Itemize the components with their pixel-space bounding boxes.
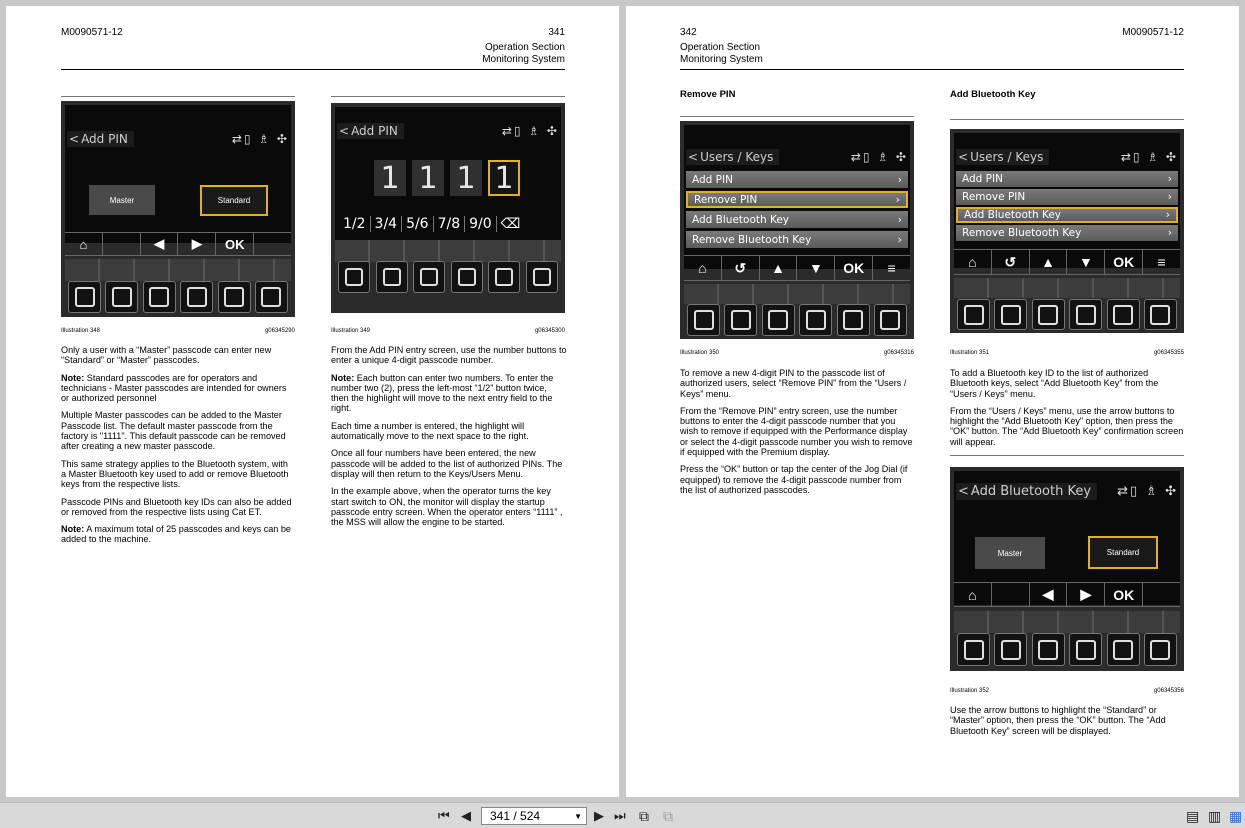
- status-icons: ⇄▯ ♗ ✣: [501, 124, 559, 138]
- figure-rule: [950, 455, 1184, 456]
- hardkey-row: [684, 304, 910, 336]
- screen-titlebar: [686, 149, 908, 165]
- softkey-row: [954, 582, 1180, 607]
- hardkey-row: [954, 299, 1180, 330]
- status-icons: ⇄▯ ♗ ✣: [1117, 484, 1178, 499]
- master-option: Master: [89, 185, 155, 215]
- ok-label: OK: [1105, 583, 1143, 606]
- subsection-title: Monitoring System: [482, 54, 565, 65]
- figure-caption: Illustration 352 g06345356: [950, 688, 1184, 694]
- digit-4: 1: [488, 160, 520, 196]
- menu-icon: ≡: [887, 260, 896, 276]
- text-column-3: To remove a new 4-digit PIN to the passcode list of authorized users, select “Remove PIN” from the “Users / Keys” menu. From the “Remove PIN” entry screen, use the number buttons to enter the 4-digit passcode number that you wish to remove if equipped with the Performance display or select the 4-digit passcode number you wish to remove if equipped with the Premium display. Press the “OK” button or tap the center of the Jog Dial (if equipped) to remove the 4-digit passcode number from the list of authorized passcodes.: [680, 368, 913, 495]
- prev-page-icon[interactable]: ◀: [461, 808, 471, 823]
- home-icon: ⌂: [954, 583, 992, 606]
- chevron-right-icon: ›: [897, 173, 902, 186]
- right-arrow-icon: ▶: [178, 233, 216, 255]
- chevron-right-icon: ›: [897, 233, 902, 246]
- figure-rule: [61, 96, 295, 97]
- back-chevron-icon: <: [339, 124, 350, 138]
- back-chevron-icon: <: [688, 150, 699, 164]
- ok-label: OK: [216, 233, 254, 255]
- back-chevron-icon: <: [69, 132, 80, 146]
- illustration-352: [950, 467, 1184, 671]
- softkey-row: [65, 232, 291, 256]
- doc-code: M0090571-12: [61, 27, 123, 38]
- number-pairs: 1/2 3/4 5/6 7/8 9/0 ⌫: [339, 216, 524, 232]
- figure-caption: Illustration 348 g06345290: [61, 328, 295, 334]
- screen-titlebar: [956, 149, 1178, 165]
- continuous-view-icon[interactable]: ▥: [1208, 808, 1222, 824]
- status-icons: ⇄▯ ♗ ✣: [231, 132, 289, 146]
- next-page-icon[interactable]: ▶: [594, 808, 604, 823]
- users-keys-menu: [956, 171, 1178, 243]
- figure-rule: [331, 96, 565, 97]
- menu-item-remove-pin: Remove PIN ›: [686, 191, 908, 208]
- down-arrow-icon: ▼: [797, 256, 835, 280]
- header-rule: [680, 69, 1184, 70]
- hardkey-row: [335, 261, 561, 293]
- screen-titlebar: [956, 483, 1178, 500]
- screen-title: Add Bluetooth Key: [970, 484, 1092, 499]
- standard-option: Standard: [1088, 536, 1158, 569]
- figure-rule: [680, 116, 914, 117]
- back-icon: ↺: [722, 256, 760, 280]
- screen-titlebar: [67, 131, 289, 147]
- header-rule: [61, 69, 565, 70]
- back-chevron-icon: <: [958, 150, 969, 164]
- hardkey-row: [954, 633, 1180, 666]
- menu-item-add-pin: Add PIN ›: [956, 171, 1178, 187]
- section-title: Operation Section: [680, 42, 761, 53]
- home-icon: ⌂: [65, 233, 103, 255]
- chevron-right-icon: ›: [895, 193, 900, 206]
- back-icon: ↺: [992, 250, 1030, 274]
- first-page-icon[interactable]: ⏮: [438, 808, 450, 823]
- text-column-5: Use the arrow buttons to highlight the “Standard” or “Master” option, then press the “OK” button. The “Add Bluetooth Key” screen will be displayed.: [950, 705, 1166, 736]
- heading-add-bluetooth-key: Add Bluetooth Key: [950, 89, 1036, 100]
- menu-item-remove-bluetooth-key: Remove Bluetooth Key ›: [956, 225, 1178, 241]
- right-arrow-icon: ▶: [1067, 583, 1105, 606]
- hardkey-row: [65, 281, 291, 313]
- left-arrow-icon: ◀: [141, 233, 179, 255]
- down-arrow-icon: ▼: [1067, 250, 1105, 274]
- digit-2: 1: [412, 160, 444, 196]
- subsection-title: Monitoring System: [680, 54, 763, 65]
- figure-rule: [950, 119, 1184, 120]
- back-chevron-icon: <: [958, 484, 969, 499]
- menu-item-remove-pin: Remove PIN ›: [956, 189, 1178, 205]
- status-icons: ⇄▯ ♗ ✣: [850, 150, 908, 164]
- menu-item-add-bluetooth-key: Add Bluetooth Key ›: [686, 211, 908, 228]
- menu-item-add-pin: Add PIN ›: [686, 171, 908, 188]
- softkey-row: [684, 255, 910, 281]
- page-number: 342: [680, 27, 697, 38]
- left-arrow-icon: ◀: [1030, 583, 1068, 606]
- screen-title: Add PIN: [81, 132, 128, 146]
- copy-icon[interactable]: ⧉: [663, 808, 673, 824]
- digit-3: 1: [450, 160, 482, 196]
- passcode-digits: [374, 160, 520, 196]
- page-number-field[interactable]: 341 / 524 ▼: [481, 807, 587, 825]
- rotate-icon[interactable]: ⧉: [639, 808, 649, 824]
- left-page: [6, 6, 619, 797]
- last-page-icon[interactable]: ⏭: [614, 808, 626, 823]
- illustration-349: [331, 103, 565, 313]
- illustration-348: [61, 101, 295, 317]
- section-title: Operation Section: [484, 42, 565, 53]
- menu-item-add-bluetooth-key: Add Bluetooth Key ›: [956, 207, 1178, 223]
- illustration-351: [950, 129, 1184, 333]
- menu-icon: ≡: [1157, 254, 1166, 270]
- digit-1: 1: [374, 160, 406, 196]
- master-option: Master: [975, 537, 1045, 569]
- up-arrow-icon: ▲: [760, 256, 798, 280]
- figure-caption: Illustration 349 g06345300: [331, 328, 565, 334]
- dropdown-icon: ▼: [574, 811, 582, 821]
- backspace-icon: ⌫: [500, 216, 521, 232]
- status-icons: ⇄▯ ♗ ✣: [1120, 150, 1178, 164]
- home-icon: ⌂: [954, 250, 992, 274]
- menu-item-remove-bluetooth-key: Remove Bluetooth Key ›: [686, 231, 908, 248]
- screen-title: Users / Keys: [700, 150, 774, 164]
- page-number: 341: [548, 27, 565, 38]
- up-arrow-icon: ▲: [1030, 250, 1068, 274]
- screen-title: Users / Keys: [970, 150, 1044, 164]
- text-column-4: To add a Bluetooth key ID to the list of authorized Bluetooth keys, select “Add Bluetooth Key” from the “Users / Keys” menu. From the “Users / Keys” menu, use the arrow buttons to highlight the “Add Bluetooth Key” option, then press the “OK” button. The “Add Bluetooth Key” confirmation screen will appear.: [950, 368, 1184, 447]
- viewer-toolbar: [0, 802, 1245, 828]
- screen-title: Add PIN: [351, 124, 398, 138]
- figure-caption: Illustration 351 g06345355: [950, 350, 1184, 356]
- standard-option: Standard: [200, 185, 268, 216]
- right-page: [626, 6, 1239, 797]
- two-page-view-icon[interactable]: ▦: [1229, 808, 1243, 824]
- screen-titlebar: [337, 123, 559, 139]
- text-column-1: Only a user with a “Master” passcode can enter new “Standard” or “Master” passcodes. Note: Standard passcodes are for operators and technicians - Master passcodes are intended for owners or authorized personnel Multiple Master passcodes can be added to the Master Passcode list. The default master passcode from the factory is "1111". This default passcode can be removed after creating a new master passcode. This same strategy applies to the Bluetooth system, with a Master Bluetooth key used to add or remove Bluetooth keys from the respective lists. Passcode PINs and Bluetooth key IDs can also be added or removed from the respective lists using Cat ET. Note: A maximum total of 25 passcodes and keys can be added to the machine.: [61, 345, 292, 545]
- ok-label: OK: [835, 256, 873, 280]
- chevron-right-icon: ›: [897, 213, 902, 226]
- single-page-view-icon[interactable]: ▤: [1186, 808, 1200, 824]
- ok-label: OK: [1105, 250, 1143, 274]
- users-keys-menu: [686, 171, 908, 251]
- figure-caption: Illustration 350 g06345316: [680, 350, 914, 356]
- softkey-row: [954, 249, 1180, 275]
- doc-code: M0090571-12: [1122, 27, 1184, 38]
- text-column-2: From the Add PIN entry screen, use the number buttons to enter a unique 4-digit passcode number. Note: Each button can enter two numbers. To enter the number two (2), press the left-most “1/2” button twice, then the highlight will move to the next entry field to the right. Each time a number is entered, the highlight will automatically move to the next space to the right. Once all four numbers have been entered, the new passcode will be added to the list of authorized PINs. The display will then return to the Keys/Users Menu. In the example above, when the operator turns the key start switch to ON, the monitor will display the startup passcode entry screen. When the operator enters “1111” , the MSS will allow the engine to be started.: [331, 345, 567, 528]
- home-icon: ⌂: [684, 256, 722, 280]
- heading-remove-pin: Remove PIN: [680, 89, 736, 100]
- illustration-350: [680, 121, 914, 339]
